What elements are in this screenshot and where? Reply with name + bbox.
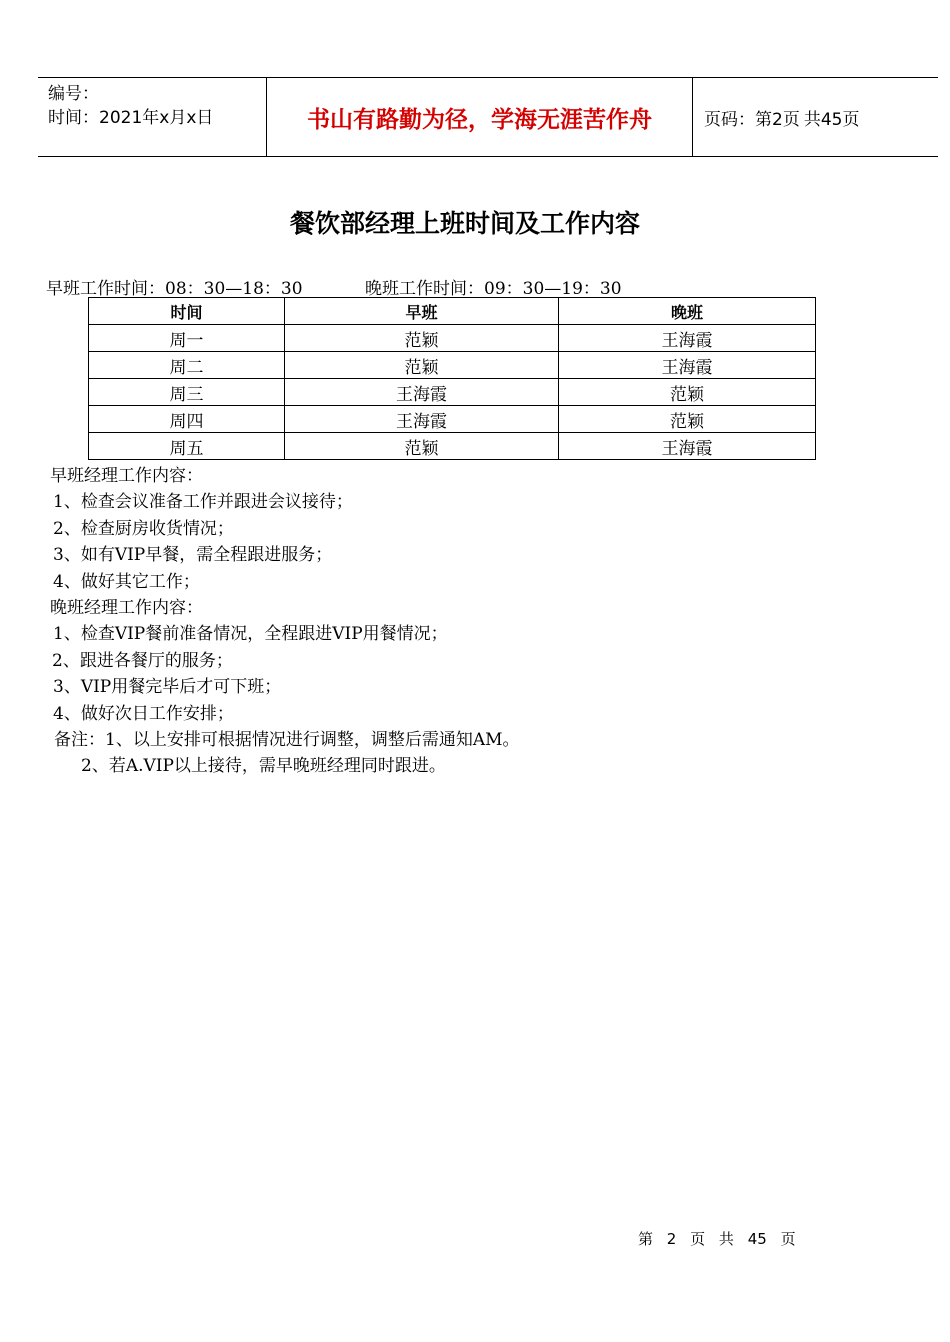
duty-item: 1、检查会议准备工作并跟进会议接待； [53,492,353,513]
footer-total-pages: 45 [747,1230,767,1248]
footer-part: 页 [780,1230,796,1248]
duty-item: 2、检查厨房收货情况； [53,518,234,539]
note-line: 2、若A.VIP以上接待，需早晚班经理同时跟进。 [81,756,446,777]
morning-shift-time: 早班工作时间：08：30—18：30 [46,279,303,299]
table-cell: 王海霞 [285,379,559,406]
schedule-table [88,297,816,460]
table-cell: 王海霞 [285,406,559,433]
table-cell: 范颖 [285,325,559,352]
table-cell: 范颖 [285,352,559,379]
column-header: 晚班 [559,298,816,325]
table-header-row [89,298,816,325]
duty-item: 3、VIP用餐完毕后才可下班； [53,677,282,698]
table-cell: 王海霞 [559,433,816,460]
page-info [704,78,863,156]
duty-item: 2、跟进各餐厅的服务； [52,650,233,671]
evening-duties-heading: 晚班经理工作内容： [50,598,203,619]
number-label: 编号： [48,84,99,104]
footer-part: 第 [638,1230,654,1248]
document-header [38,77,938,157]
table-cell: 范颖 [559,406,816,433]
column-header: 早班 [285,298,559,325]
total-label: 共45页 [803,109,860,130]
column-header: 时间 [89,298,285,325]
table-row [89,379,816,406]
duty-item: 4、做好次日工作安排； [53,703,234,724]
table-row [89,433,816,460]
footer-current-page: 2 [666,1230,677,1248]
duties-section [50,463,520,780]
duty-item: 3、如有VIP早餐，需全程跟进服务； [53,545,333,566]
table-cell: 范颖 [559,379,816,406]
page-footer [638,1228,805,1249]
table-row [89,352,816,379]
evening-shift-time: 晚班工作时间：09：30—19：30 [365,279,622,299]
table-row [89,325,816,352]
table-cell: 周二 [89,352,285,379]
table-cell: 范颖 [285,433,559,460]
date-label: 时间：2021年x月x日 [48,108,214,128]
table-cell: 周三 [89,379,285,406]
table-cell: 周四 [89,406,285,433]
table-cell: 周五 [89,433,285,460]
table-cell: 王海霞 [559,352,816,379]
duty-item: 4、做好其它工作； [53,571,200,592]
note-line: 备注：1、以上安排可根据情况进行调整，调整后需通知AM。 [54,730,520,751]
footer-part: 共 [718,1230,734,1248]
header-meta [48,82,213,130]
footer-part: 页 [690,1230,706,1248]
table-row [89,406,816,433]
page-title: 餐饮部经理上班时间及工作内容 [289,209,640,238]
morning-duties-heading: 早班经理工作内容： [50,466,203,486]
duty-item: 1、检查VIP餐前准备情况，全程跟进VIP用餐情况； [53,624,448,645]
table-cell: 王海霞 [559,325,816,352]
table-cell: 周一 [89,325,285,352]
motto: 书山有路勤为径，学海无涯苦作舟 [307,106,652,133]
page-label: 页码：第2页 [704,109,800,130]
